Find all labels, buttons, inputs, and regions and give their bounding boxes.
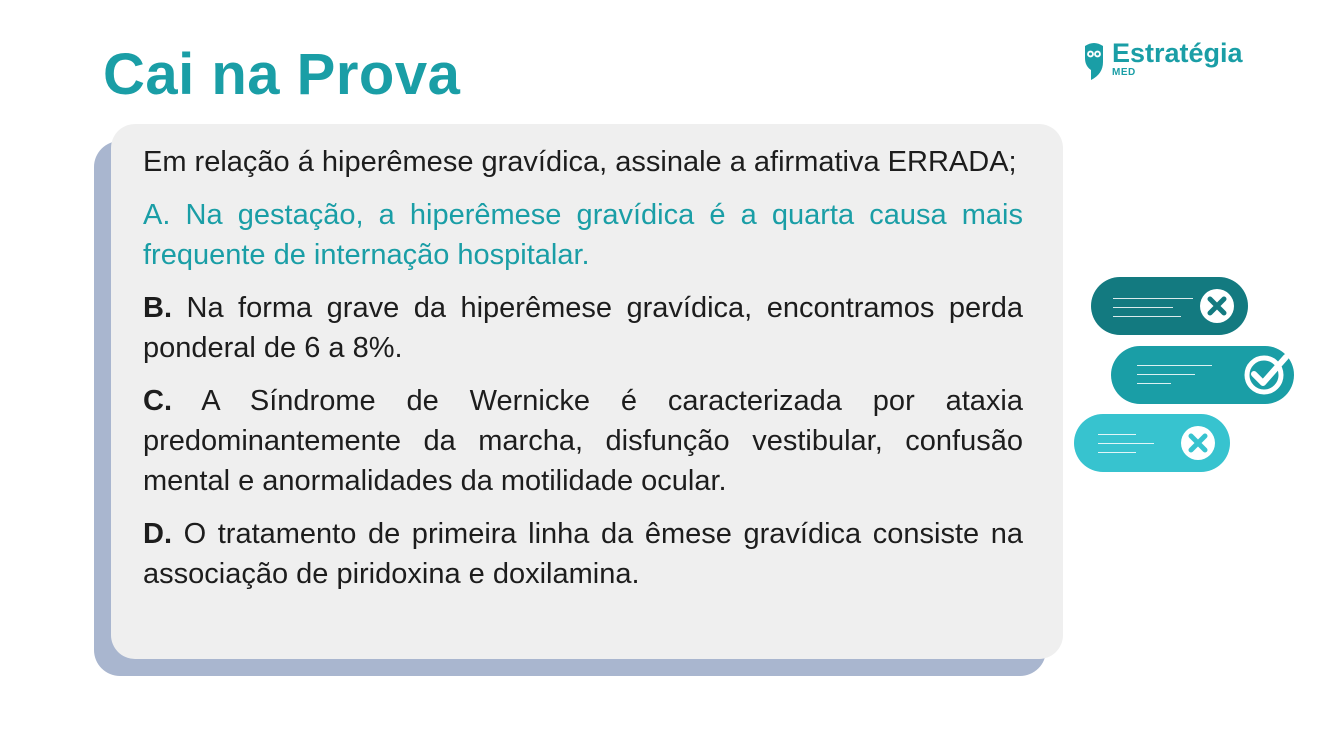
- option-a: [143, 195, 1023, 275]
- option-d-text: O tratamento de primeira linha da êmese gravídica consiste na associação de piridoxina e doxilamina.: [143, 518, 1023, 590]
- x-icon: [1178, 423, 1218, 463]
- x-icon: [1197, 286, 1237, 326]
- option-d: [143, 514, 1023, 594]
- logo-sub: MED: [1112, 67, 1136, 78]
- owl-logo-icon: [1082, 40, 1106, 82]
- check-icon: [1242, 351, 1294, 395]
- option-c: [143, 381, 1023, 501]
- answer-pill-wrong-1: [1091, 277, 1248, 335]
- logo-name: Estratégia: [1112, 38, 1243, 68]
- option-c-text: A Síndrome de Wernicke é caracterizada por ataxia predominantemente da marcha, disfunção vestibular, confusão mental e anormalidades da motilidade ocular.: [143, 385, 1023, 497]
- option-a-letter: A.: [143, 199, 171, 231]
- page-title: Cai na Prova: [103, 42, 461, 107]
- answer-pill-correct: [1111, 346, 1294, 404]
- brand-logo: [1082, 40, 1243, 82]
- answer-pill-wrong-2: [1074, 414, 1230, 472]
- option-b-text: Na forma grave da hiperêmese gravídica, encontramos perda ponderal de 6 a 8%.: [143, 292, 1024, 364]
- option-a-text: Na gestação, a hiperêmese gravídica é a quarta causa mais frequente de internação hospitalar.: [143, 199, 1023, 271]
- question-card: [111, 124, 1063, 659]
- option-b-letter: B.: [143, 292, 172, 324]
- option-c-letter: C.: [143, 385, 172, 417]
- option-d-letter: D.: [143, 518, 172, 550]
- option-b: [143, 288, 1023, 368]
- question-stem: Em relação á hiperêmese gravídica, assinale a afirmativa ERRADA;: [143, 146, 1017, 178]
